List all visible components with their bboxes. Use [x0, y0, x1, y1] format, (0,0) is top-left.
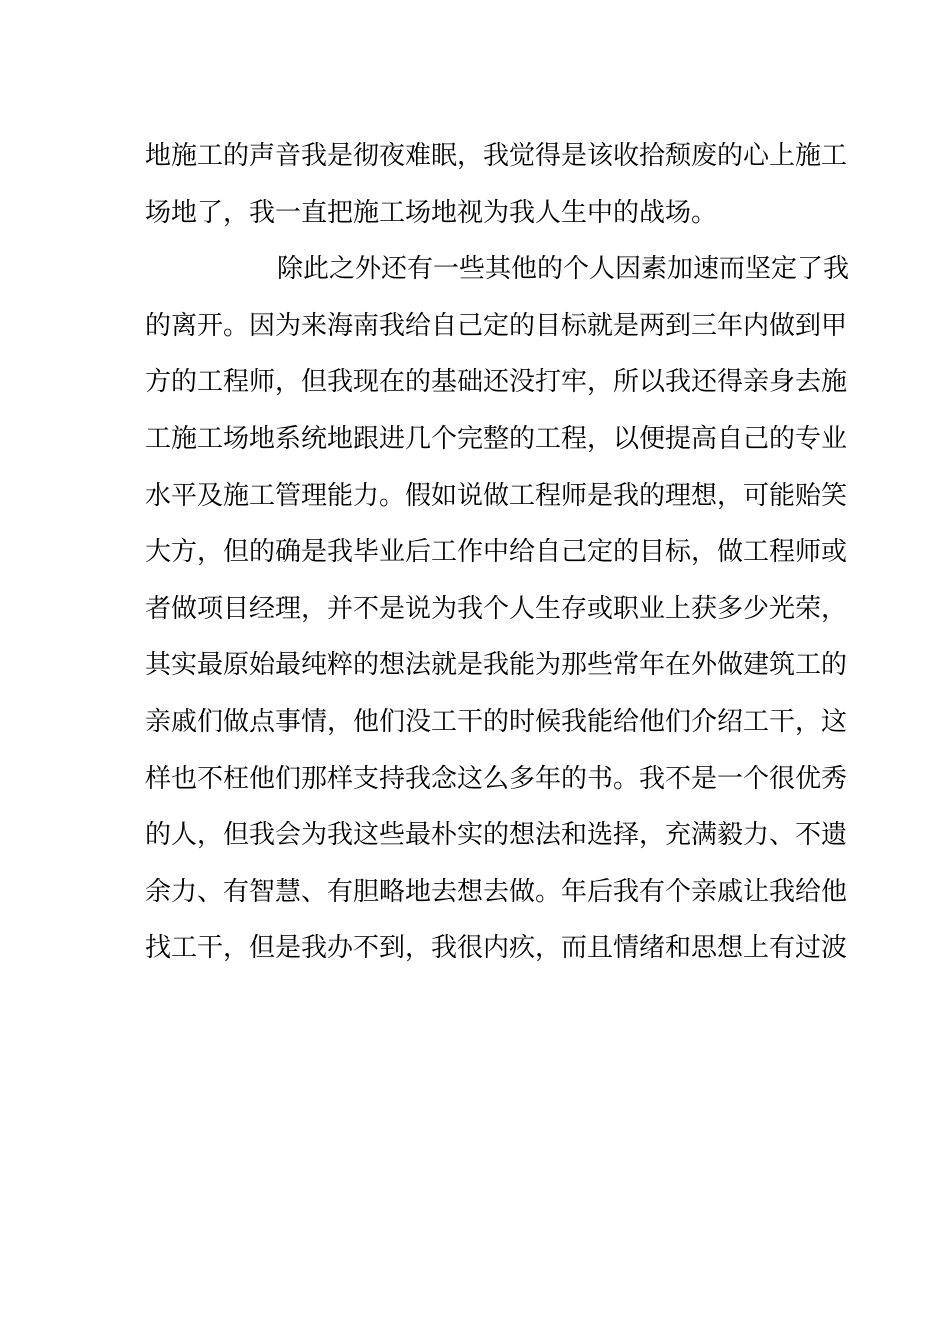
text-line: 其实最原始最纯粹的想法就是我能为那些常年在外做建筑工的 [145, 650, 848, 681]
text-line: 的离开。因为来海南我给自己定的目标就是两到三年内做到甲 [145, 310, 848, 341]
paragraph-first-line: 除此之外还有一些其他的个人因素加速而坚定了我 [277, 254, 850, 285]
text-line: 的人，但我会为我这些最朴实的想法和选择，充满毅力、不遗 [145, 820, 848, 851]
text-line: 大方，但的确是我毕业后工作中给自己定的目标，做工程师或 [145, 537, 848, 568]
text-line: 样也不枉他们那样支持我念这么多年的书。我不是一个很优秀 [145, 763, 848, 794]
text-line: 余力、有智慧、有胆略地去想去做。年后我有个亲戚让我给他 [145, 876, 848, 907]
text-line: 工施工场地系统地跟进几个完整的工程，以便提高自己的专业 [145, 423, 848, 454]
text-line: 场地了，我一直把施工场地视为我人生中的战场。 [145, 197, 718, 228]
text-line: 水平及施工管理能力。假如说做工程师是我的理想，可能贻笑 [145, 480, 848, 511]
text-line: 地施工的声音我是彻夜难眠，我觉得是该收拾颓废的心上施工 [145, 141, 848, 171]
body-text [145, 128, 850, 977]
text-line: 方的工程师，但我现在的基础还没打牢，所以我还得亲身去施 [145, 367, 848, 398]
text-line: 者做项目经理，并不是说为我个人生存或职业上获多少光荣， [145, 593, 848, 624]
text-line: 亲戚们做点事情，他们没工干的时候我能给他们介绍工干，这 [145, 706, 848, 737]
text-line: 找工干，但是我办不到，我很内疚，而且情绪和思想上有过波 [145, 933, 848, 964]
